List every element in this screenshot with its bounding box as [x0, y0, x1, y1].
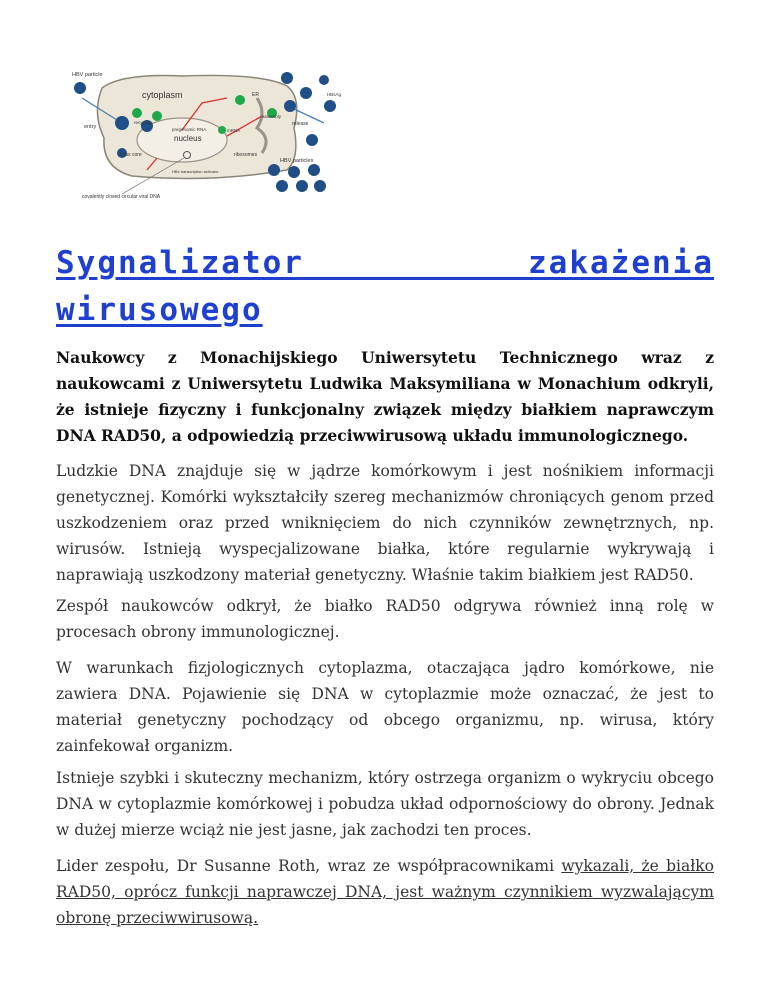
- virus-particle: [296, 180, 308, 192]
- paragraph-3: W warunkach fizjologicznych cytoplazma, otaczająca jądro komórkowe, nie zawiera DNA. Pojawienie się DNA w cytoplazmie może oznaczać, że jest to materiał genetyczny pochodzący od obcego organizmu, np. wirusa, który zainfekował organizm.: [56, 659, 714, 755]
- label-er: ER: [252, 92, 259, 98]
- article-lead: Naukowcy z Monachijskiego Uniwersytetu Technicznego wraz z naukowcami z Uniwersytetu Ludwika Maksymiliana w Monachium odkryli, że istnieje fizyczny i funkcjonalny związek między białkiem naprawczym DNA RAD50, a odpowiedzią przeciwwirusową układu immunologicznego.: [56, 348, 714, 445]
- label-cccdna: covalently closed circular viral DNA: [82, 194, 161, 200]
- label-hbv-particles: HBV particles: [280, 158, 314, 164]
- virus-particle: [306, 134, 318, 146]
- paragraph-5-text: Lider zespołu, Dr Susanne Roth, wraz ze współpracownikami: [56, 857, 562, 875]
- green-particle: [132, 108, 142, 118]
- study-link[interactable]: wykazali, że białko RAD50, oprócz funkcji naprawczej DNA, jest ważnym czynnikiem wyzwalającym obronę przeciwwirusową.: [56, 857, 714, 927]
- label-ribosomes: ribosomes: [234, 152, 258, 158]
- label-pregenomic-rna: pregenomic RNA: [172, 127, 207, 132]
- label-recycling: recycling: [134, 120, 152, 125]
- label-virus-core: virus core: [120, 152, 142, 158]
- paragraph-4: Istnieje szybki i skuteczny mechanizm, który ostrzega organizm o wykryciu obcego DNA w cytoplazmie komórkowej i pobudza układ odpornościowy do obrony. Jednak w dużej mierze wciąż nie jest jasne, jak zachodzi ten proces.: [56, 769, 714, 839]
- green-particle: [235, 95, 245, 105]
- label-release: release: [292, 121, 309, 127]
- hbv-lifecycle-diagram: [62, 58, 362, 208]
- virus-particle: [268, 164, 280, 176]
- paragraph-5: [56, 853, 714, 931]
- virus-particle: [74, 82, 86, 94]
- virus-particle: [284, 100, 296, 112]
- label-cytoplasm: cytoplasm: [142, 90, 183, 100]
- virus-particle: [314, 180, 326, 192]
- label-hbx-activator: HBx transcription activator: [172, 169, 219, 174]
- virus-particle: [115, 116, 129, 130]
- virus-particle: [288, 166, 300, 178]
- virus-particle: [276, 180, 288, 192]
- virus-particle: [319, 75, 329, 85]
- article-title[interactable]: Sygnalizator zakażenia wirusowego: [56, 245, 714, 328]
- label-mrna: mRNA: [227, 128, 241, 133]
- label-hbsag: HBsAg: [327, 92, 342, 97]
- green-particle: [218, 126, 226, 134]
- label-hbv-particle: HBV particle: [72, 72, 103, 78]
- label-assembly: assembly: [262, 114, 282, 119]
- paragraph-1: Ludzkie DNA znajduje się w jądrze komórkowym i jest nośnikiem informacji genetycznej. Komórki wykształciły szereg mechanizmów chroniących genom przed uszkodzeniem oraz przed wniknięciem do nich czynników zewnętrznych, np. wirusów. Istnieją wyspecjalizowane białka, które regularnie wykrywają i naprawiają uszkodzony materiał genetyczny. Właśnie takim białkiem jest RAD50.: [56, 462, 714, 584]
- green-particle: [152, 111, 162, 121]
- virus-particle: [300, 87, 312, 99]
- virus-particle: [324, 100, 336, 112]
- label-entry: entry: [84, 124, 97, 130]
- virus-particle: [281, 72, 293, 84]
- paragraph-2: Zespół naukowców odkrył, że białko RAD50 odgrywa również inną rolę w procesach obrony immunologicznej.: [56, 597, 714, 641]
- label-nucleus: nucleus: [174, 134, 202, 143]
- virus-particle: [308, 164, 320, 176]
